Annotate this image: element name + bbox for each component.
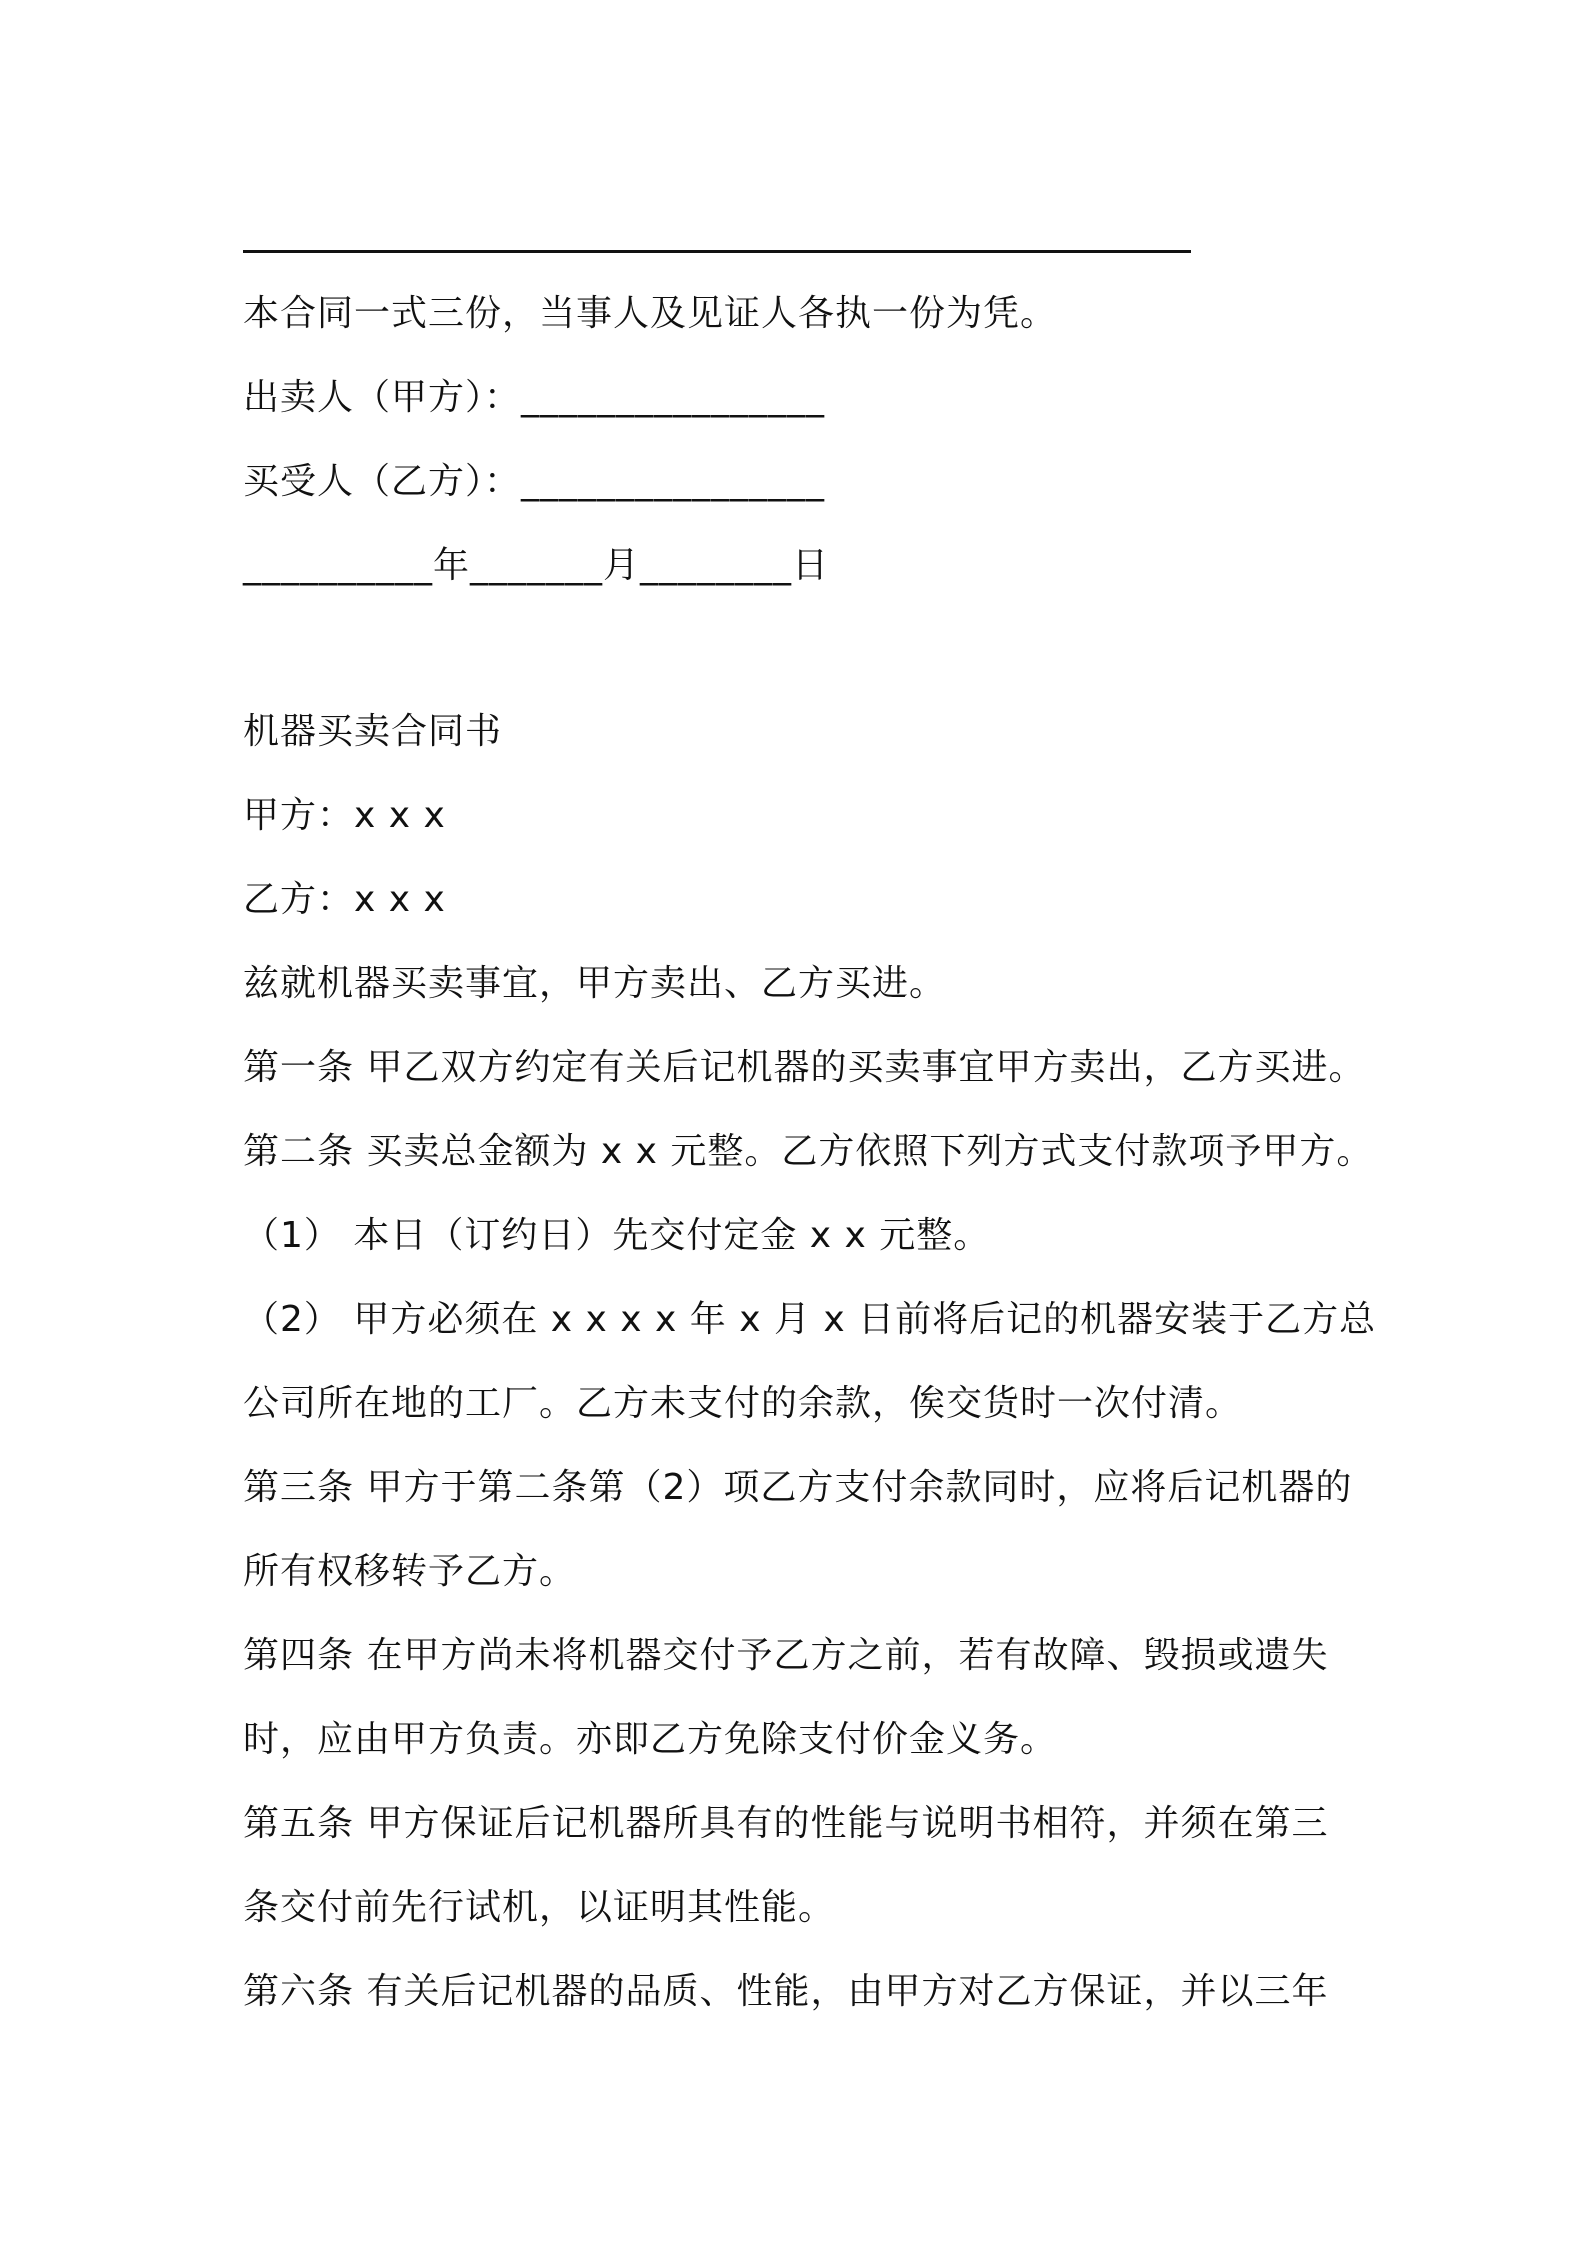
article-2-item-1: （1） 本日（订约日）先交付定金 x x 元整。 xyxy=(243,1215,991,1256)
article-2-item-2-continued: 公司所在地的工厂。乙方未支付的余款，俟交货时一次付清。 xyxy=(243,1383,1243,1424)
article-3: 第三条 甲方于第二条第（2）项乙方支付余款同时，应将后记机器的 xyxy=(243,1467,1353,1508)
seller-signature-line: 出卖人（甲方）：________________ xyxy=(243,377,826,418)
article-2: 第二条 买卖总金额为 x x 元整。乙方依照下列方式支付款项予甲方。 xyxy=(243,1131,1374,1172)
article-5: 第五条 甲方保证后记机器所具有的性能与说明书相符，并须在第三 xyxy=(243,1803,1329,1844)
article-4-continued: 时，应由甲方负责。亦即乙方免除支付价金义务。 xyxy=(243,1719,1058,1760)
article-5-continued: 条交付前先行试机，以证明其性能。 xyxy=(243,1887,836,1928)
copies-clause: 本合同一式三份，当事人及见证人各执一份为凭。 xyxy=(243,293,1058,334)
party-b: 乙方：x x x xyxy=(243,879,446,920)
article-3-continued: 所有权移转予乙方。 xyxy=(243,1551,577,1592)
article-1: 第一条 甲乙双方约定有关后记机器的买卖事宜甲方卖出，乙方买进。 xyxy=(243,1047,1366,1088)
date-line: __________年_______月________日 xyxy=(243,545,829,586)
top-signature-rule xyxy=(243,250,1191,253)
buyer-signature-line: 买受人（乙方）：________________ xyxy=(243,461,826,502)
document-title: 机器买卖合同书 xyxy=(243,711,503,752)
party-a: 甲方：x x x xyxy=(243,795,446,836)
article-4: 第四条 在甲方尚未将机器交付予乙方之前，若有故障、毁损或遗失 xyxy=(243,1635,1329,1676)
article-6: 第六条 有关后记机器的品质、性能，由甲方对乙方保证，并以三年 xyxy=(243,1971,1329,2012)
preamble: 兹就机器买卖事宜，甲方卖出、乙方买进。 xyxy=(243,963,947,1004)
article-2-item-2: （2） 甲方必须在 x x x x 年 x 月 x 日前将后记的机器安装于乙方总 xyxy=(243,1299,1377,1340)
